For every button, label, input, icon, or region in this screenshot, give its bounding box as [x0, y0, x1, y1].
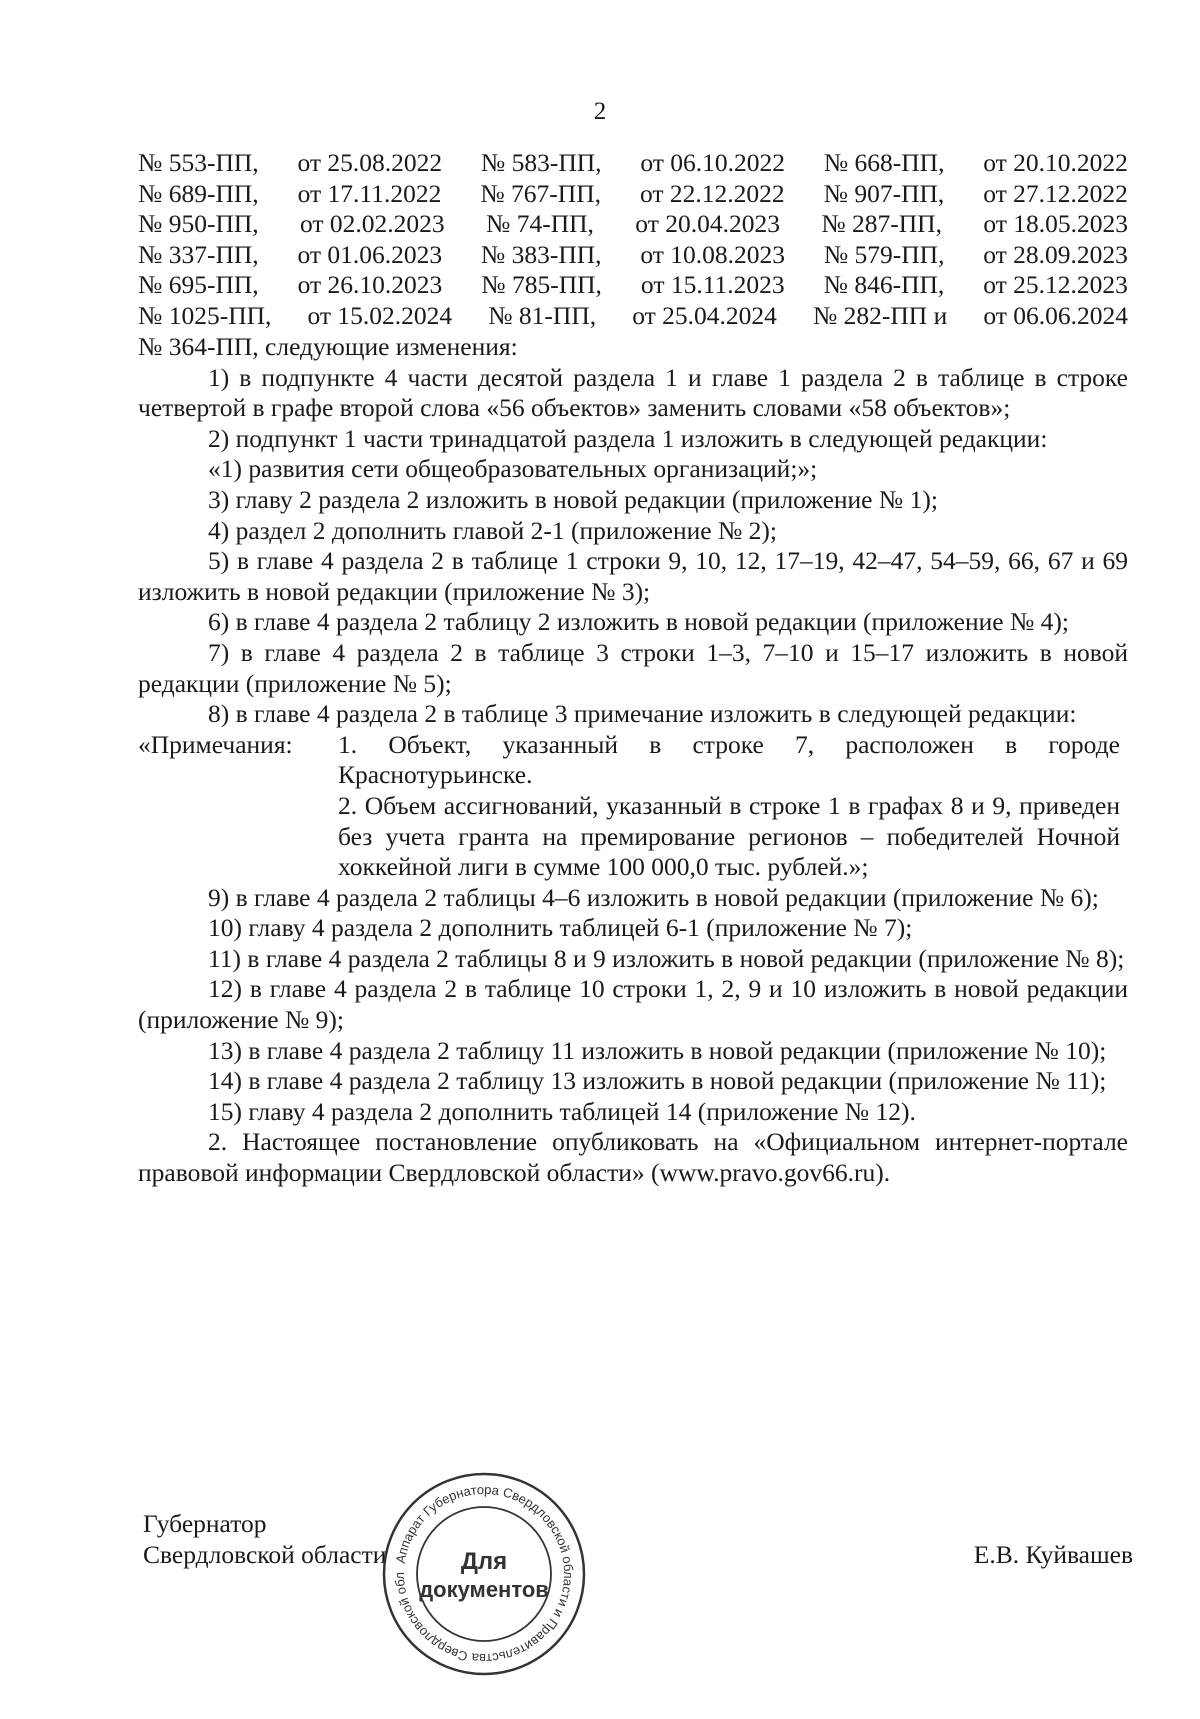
reference-date: от 25.08.2022 [297, 148, 443, 177]
signatory-title-line-2: Свердловской области [143, 1540, 387, 1569]
reference-date: от 06.10.2022 [640, 148, 786, 177]
item-2-quote: «1) развития сети общеобразовательных организаций;»; [208, 454, 818, 484]
item-14: 14) в главе 4 раздела 2 таблицу 13 изложить в новой редакции (приложение № 11); [208, 1066, 1107, 1096]
signatory-title-line-1: Губернатор [143, 1509, 267, 1538]
reference-number: № 1025-ПП, [138, 300, 272, 330]
reference-number: № 81-ПП, [488, 300, 597, 330]
item-5: 5) в главе 4 раздела 2 в таблице 1 строки 9, 10, 12, 17–19, 42–47, 54–59, 66, 67 и 69 изложить в новой редакции (приложение № 3); [138, 546, 1128, 606]
reference-date: от 01.06.2023 [297, 239, 443, 269]
reference-date: от 06.06.2024 [983, 300, 1128, 330]
notes-block [138, 730, 1128, 883]
reference-row [138, 240, 1128, 271]
reference-date: от 25.04.2024 [632, 300, 777, 330]
reference-row [138, 179, 1128, 210]
item-1: 1) в подпункте 4 части десятой раздела 1 и главе 1 раздела 2 в таблице в строке четвертой в графе второй слова «56 объектов» заменить словами «58 объектов»; [138, 362, 1128, 423]
reference-date: от 28.09.2023 [983, 239, 1128, 269]
item-10: 10) главу 4 раздела 2 дополнить таблицей 6-1 (приложение № 7); [208, 913, 913, 943]
reference-date: от 20.10.2022 [983, 148, 1128, 177]
reference-list [138, 148, 1128, 332]
item-3: 3) главу 2 раздела 2 изложить в новой редакции (приложение № 1); [208, 484, 938, 514]
reference-row [138, 301, 1128, 332]
reference-date: от 15.11.2023 [640, 270, 785, 300]
item-7: 7) в главе 4 раздела 2 в таблице 3 строки 1–3, 7–10 и 15–17 изложить в новой редакции (приложение № 5); [138, 637, 1128, 698]
notes-label: «Примечания: [138, 729, 293, 759]
reference-date: от 10.08.2023 [640, 239, 786, 269]
reference-number: № 74-ПП, [486, 209, 594, 239]
page-number: 2 [593, 98, 607, 125]
notes-items [338, 730, 1128, 883]
stamp-center-line-2: документов [419, 1577, 549, 1602]
note-1: 1. Объект, указанный в строке 7, расположен в городе Краснотурьинске. [338, 729, 1120, 790]
item-15: 15) главу 4 раздела 2 дополнить таблицей 14 (приложение № 12). [208, 1096, 916, 1126]
item-9: 9) в главе 4 раздела 2 таблицы 4–6 изложить в новой редакции (приложение № 6); [208, 882, 1099, 912]
reference-row [138, 270, 1128, 301]
reference-date: от 02.02.2023 [300, 209, 445, 239]
intro-line: № 364-ПП, следующие изменения: [138, 332, 518, 361]
document-body [138, 332, 1128, 1189]
reference-date: от 20.04.2023 [635, 209, 780, 239]
reference-date: от 27.12.2022 [983, 178, 1128, 208]
reference-number: № 282-ПП и [812, 300, 948, 330]
stamp-ring-textpath: Аппарат Губернатора Свердловской области и Правительства Свердловской обл [391, 1481, 577, 1667]
stamp-center-line-1: Для [460, 1548, 508, 1575]
reference-number: № 846-ПП, [823, 270, 945, 300]
reference-row [138, 209, 1128, 240]
reference-date: от 25.12.2023 [983, 270, 1128, 300]
reference-date: от 15.02.2024 [307, 300, 453, 330]
reference-number: № 383-ПП, [480, 239, 602, 269]
reference-date: от 26.10.2023 [297, 270, 443, 300]
reference-number: № 553-ПП, [138, 148, 259, 177]
stamp-seal-icon [379, 1469, 589, 1679]
reference-number: № 907-ПП, [823, 178, 945, 208]
reference-date: от 18.05.2023 [983, 209, 1128, 239]
reference-row [138, 148, 1128, 179]
reference-number: № 287-ПП, [821, 209, 942, 239]
item-12: 12) в главе 4 раздела 2 в таблице 10 строки 1, 2, 9 и 10 изложить в новой редакции (приложение № 9); [138, 974, 1128, 1035]
note-2: 2. Объем ассигнований, указанный в строке 1 в графах 8 и 9, приведен без учета гранта на премирование регионов – победителей Ночной хоккейной лиги в сумме 100 000,0 тыс. рублей.»; [338, 790, 1120, 882]
reference-number: № 337-ПП, [138, 239, 259, 269]
item-13: 13) в главе 4 раздела 2 таблицу 11 изложить в новой редакции (приложение № 10); [208, 1035, 1107, 1065]
official-stamp [379, 1469, 589, 1679]
item-4: 4) раздел 2 дополнить главой 2-1 (приложение № 2); [208, 515, 777, 545]
item-2: 2) подпункт 1 части тринадцатой раздела 1 изложить в следующей редакции: [208, 423, 1048, 453]
reference-date: от 22.12.2022 [639, 178, 785, 208]
reference-number: № 767-ПП, [480, 178, 601, 208]
reference-number: № 579-ПП, [823, 239, 945, 269]
reference-number: № 785-ПП, [481, 270, 602, 300]
signatory-title [143, 1508, 386, 1570]
signatory-name: Е.В. Куйвашев [973, 1540, 1133, 1569]
item-11: 11) в главе 4 раздела 2 таблицы 8 и 9 изложить в новой редакции (приложение № 8); [208, 943, 1125, 973]
item-6: 6) в главе 4 раздела 2 таблицу 2 изложить в новой редакции (приложение № 4); [208, 607, 1069, 637]
item-8: 8) в главе 4 раздела 2 в таблице 3 примечание изложить в следующей редакции: [208, 699, 1077, 729]
reference-number: № 583-ПП, [480, 148, 602, 177]
reference-number: № 689-ПП, [138, 178, 259, 208]
reference-number: № 668-ПП, [823, 148, 945, 177]
clause-2: 2. Настоящее постановление опубликовать на «Официальном интернет-портале правовой информации Свердловской области» (www.pravo.gov66.ru). [138, 1127, 1128, 1188]
reference-number: № 950-ПП, [138, 209, 259, 239]
reference-number: № 695-ПП, [138, 270, 259, 300]
reference-date: от 17.11.2022 [297, 178, 442, 208]
